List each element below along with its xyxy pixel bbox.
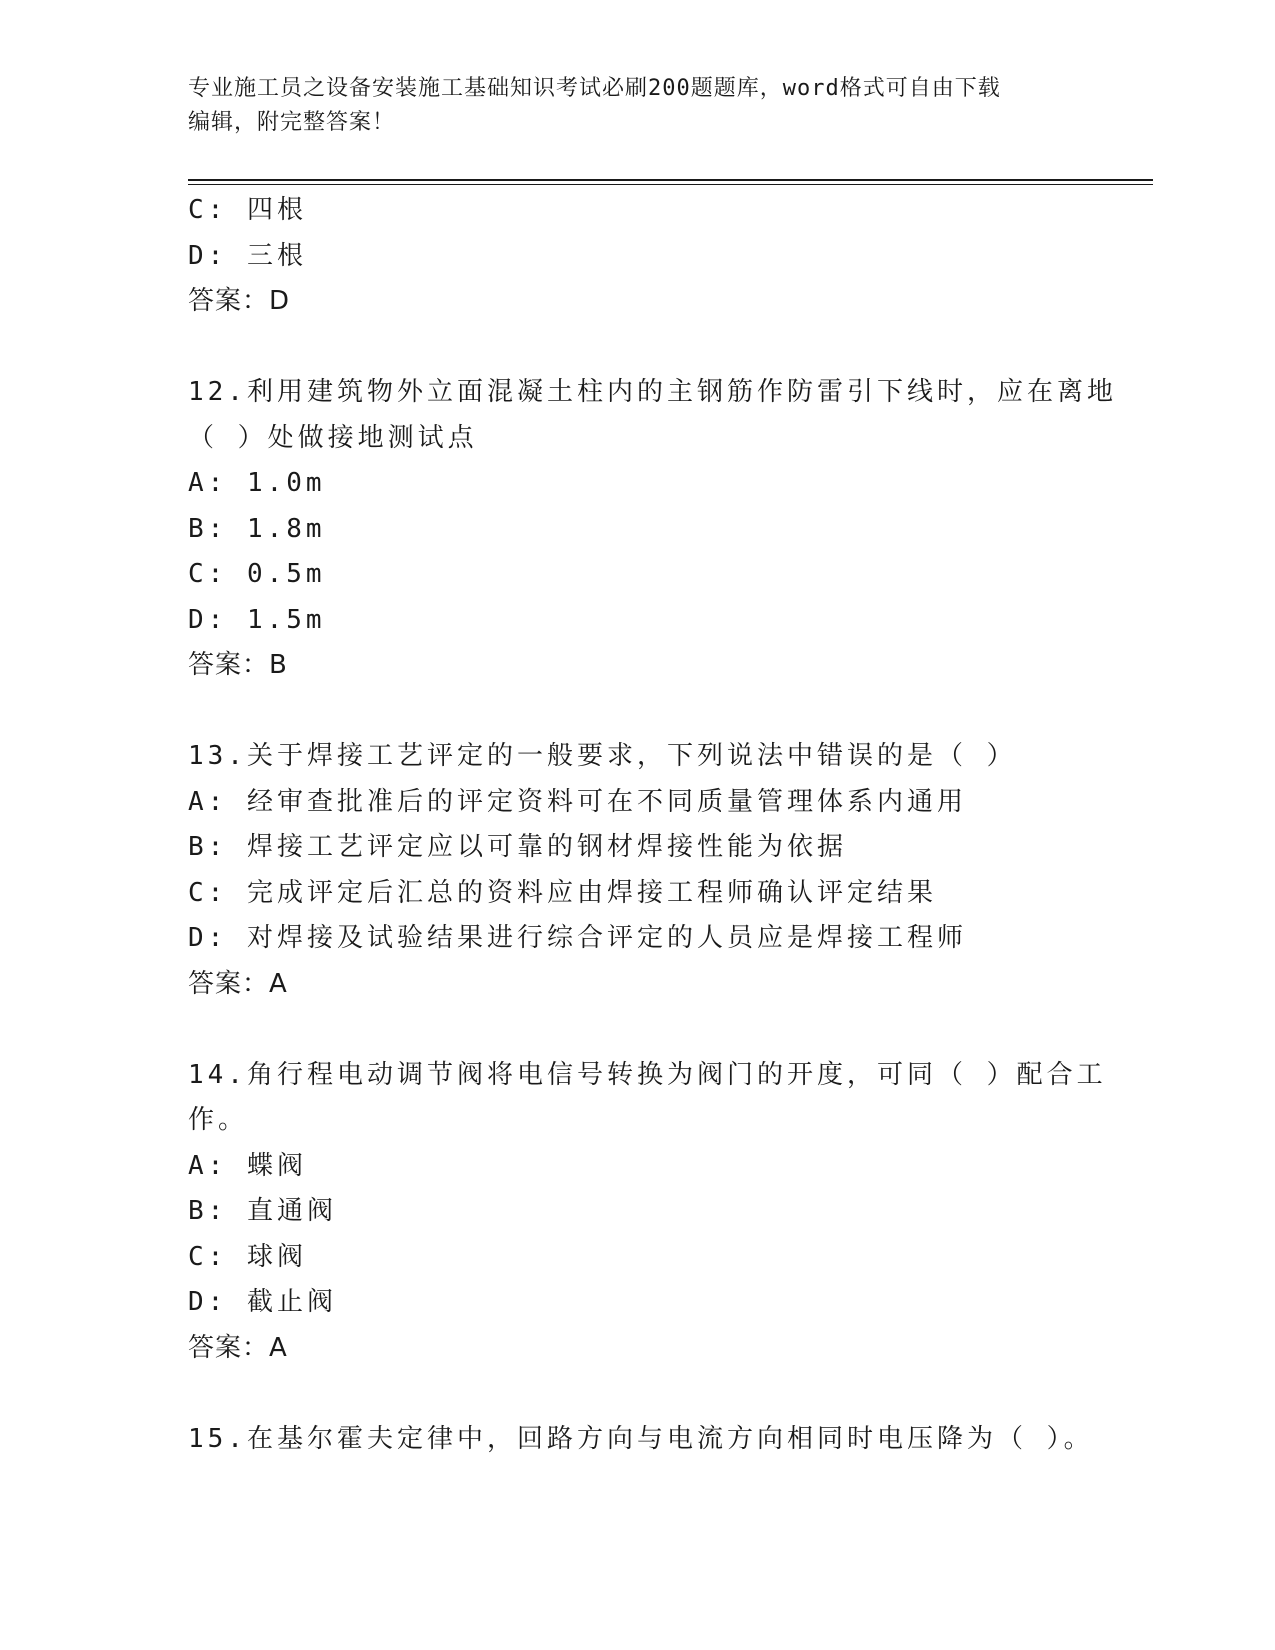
question-15 (188, 1417, 1118, 1463)
question-13 (188, 734, 1118, 1007)
question-stem-continued: 作。 (188, 1105, 249, 1135)
option-a: A: 1.0m (188, 468, 326, 498)
option-d: D: 截止阀 (188, 1287, 337, 1317)
answer-line: 答案：A (188, 968, 288, 999)
document-header (188, 72, 1068, 140)
question-fragment (188, 188, 1118, 325)
option-c: C: 四根 (188, 195, 307, 225)
answer-line: 答案：A (188, 1332, 288, 1363)
question-stem: 12.利用建筑物外立面混凝土柱内的主钢筋作防雷引下线时，应在离地 (188, 377, 1117, 407)
question-stem: 13.关于焊接工艺评定的一般要求，下列说法中错误的是（ ） (188, 741, 1017, 771)
header-title-line1: 专业施工员之设备安装施工基础知识考试必刷200题题库，word格式可自由下载 (188, 76, 1001, 101)
option-a: A: 蝶阀 (188, 1150, 307, 1181)
header-divider-thick (188, 179, 1153, 181)
question-stem: 15.在基尔霍夫定律中，回路方向与电流方向相同时电压降为（ ）。 (188, 1423, 1094, 1454)
question-list (188, 188, 1118, 1462)
answer-line: 答案：D (188, 286, 291, 316)
question-stem-continued: （ ）处做接地测试点 (188, 422, 478, 453)
option-d: D: 对焊接及试验结果进行综合评定的人员应是焊接工程师 (188, 923, 967, 953)
option-c: C: 0.5m (188, 559, 326, 589)
header-title-line2: 编辑，附完整答案！ (188, 110, 396, 135)
option-a: A: 经审查批准后的评定资料可在不同质量管理体系内通用 (188, 786, 967, 817)
option-c: C: 球阀 (188, 1241, 307, 1272)
option-b: B: 焊接工艺评定应以可靠的钢材焊接性能为依据 (188, 832, 847, 862)
option-c: C: 完成评定后汇总的资料应由焊接工程师确认评定结果 (188, 877, 937, 908)
question-stem: 14.角行程电动调节阀将电信号转换为阀门的开度，可同（ ）配合工 (188, 1059, 1107, 1090)
option-d: D: 三根 (188, 240, 307, 271)
option-b: B: 直通阀 (188, 1196, 337, 1226)
answer-line: 答案：B (188, 650, 288, 680)
header-divider-thin (188, 184, 1153, 185)
question-14 (188, 1053, 1118, 1372)
option-d: D: 1.5m (188, 604, 326, 635)
option-b: B: 1.8m (188, 513, 326, 544)
question-12 (188, 370, 1118, 689)
